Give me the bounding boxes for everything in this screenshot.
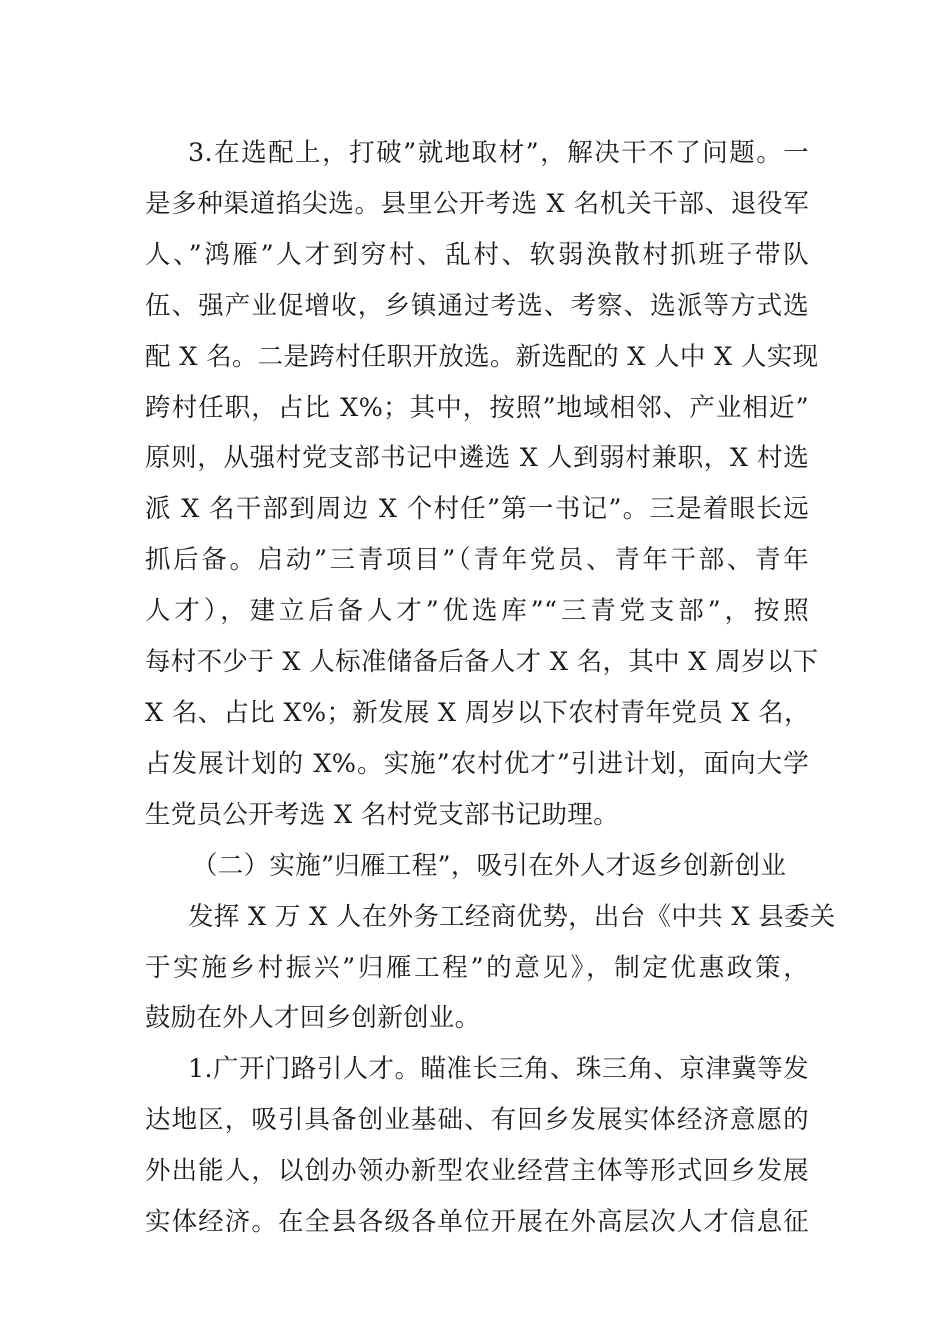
- text-line: 生党员公开考选 X 名村党支部书记助理。: [145, 799, 619, 830]
- text-line: 达地区，吸引具备创业基础、有回乡发展实体经济意愿的: [145, 1105, 809, 1136]
- text-line: 跨村任职，占比 X%；其中，按照”地域相邻、产业相近”: [145, 392, 809, 423]
- text-line: 3.在选配上，打破”就地取材”，解决干不了问题。一: [188, 138, 809, 168]
- text-line: 实体经济。在全县各级各单位开展在外高层次人才信息征: [145, 1207, 809, 1238]
- text-line: 1.广开门路引人才。瞄准长三角、珠三角、京津冀等发: [188, 1054, 809, 1085]
- text-line: 发挥 X 万 X 人在外务工经商优势，出台《中共 X 县委关: [188, 901, 836, 932]
- text-line: X 名、占比 X%；新发展 X 周岁以下农村青年党员 X 名，: [145, 697, 810, 728]
- text-line: 人、”鸿雁”人才到穷村、乱村、软弱涣散村抓班子带队: [145, 239, 809, 270]
- text-line: 派 X 名干部到周边 X 个村任”第一书记”。三是着眼长远: [145, 494, 809, 525]
- text-line: 伍、强产业促增收，乡镇通过考选、考察、选派等方式选: [145, 290, 809, 321]
- text-line: 鼓励在外人才回乡创新创业。: [145, 1003, 481, 1034]
- text-line: 人才），建立后备人才”优选库”“三青党支部”，按照: [145, 596, 809, 627]
- paragraph-selection-measures: [145, 128, 819, 841]
- text-line: 是多种渠道掐尖选。县里公开考选 X 名机关干部、退役军: [145, 188, 809, 219]
- text-line: 于实施乡村振兴”归雁工程”的意见》，制定优惠政策，: [145, 952, 809, 983]
- paragraph-talent-introduction: [145, 1044, 809, 1248]
- text-line: 占发展计划的 X%。实施”农村优才”引进计划，面向大学: [145, 748, 809, 779]
- text-line: 抓后备。启动”三青项目”（青年党员、青年干部、青年: [145, 545, 809, 576]
- text-line: 每村不少于 X 人标准储备后备人才 X 名，其中 X 周岁以下: [145, 647, 819, 678]
- text-line: 原则，从强村党支部书记中遴选 X 人到弱村兼职，X 村选: [145, 443, 809, 474]
- section-heading: [145, 841, 809, 892]
- paragraph-return-goose-intro: [145, 892, 836, 1045]
- heading-text: （二）实施”归雁工程”，吸引在外人才返乡创新创业: [192, 850, 787, 881]
- text-line: 外出能人，以创办领办新型农业经营主体等形式回乡发展: [145, 1156, 809, 1187]
- document-body: [145, 128, 836, 1248]
- text-line: 配 X 名。二是跨村任职开放选。新选配的 X 人中 X 人实现: [145, 341, 819, 372]
